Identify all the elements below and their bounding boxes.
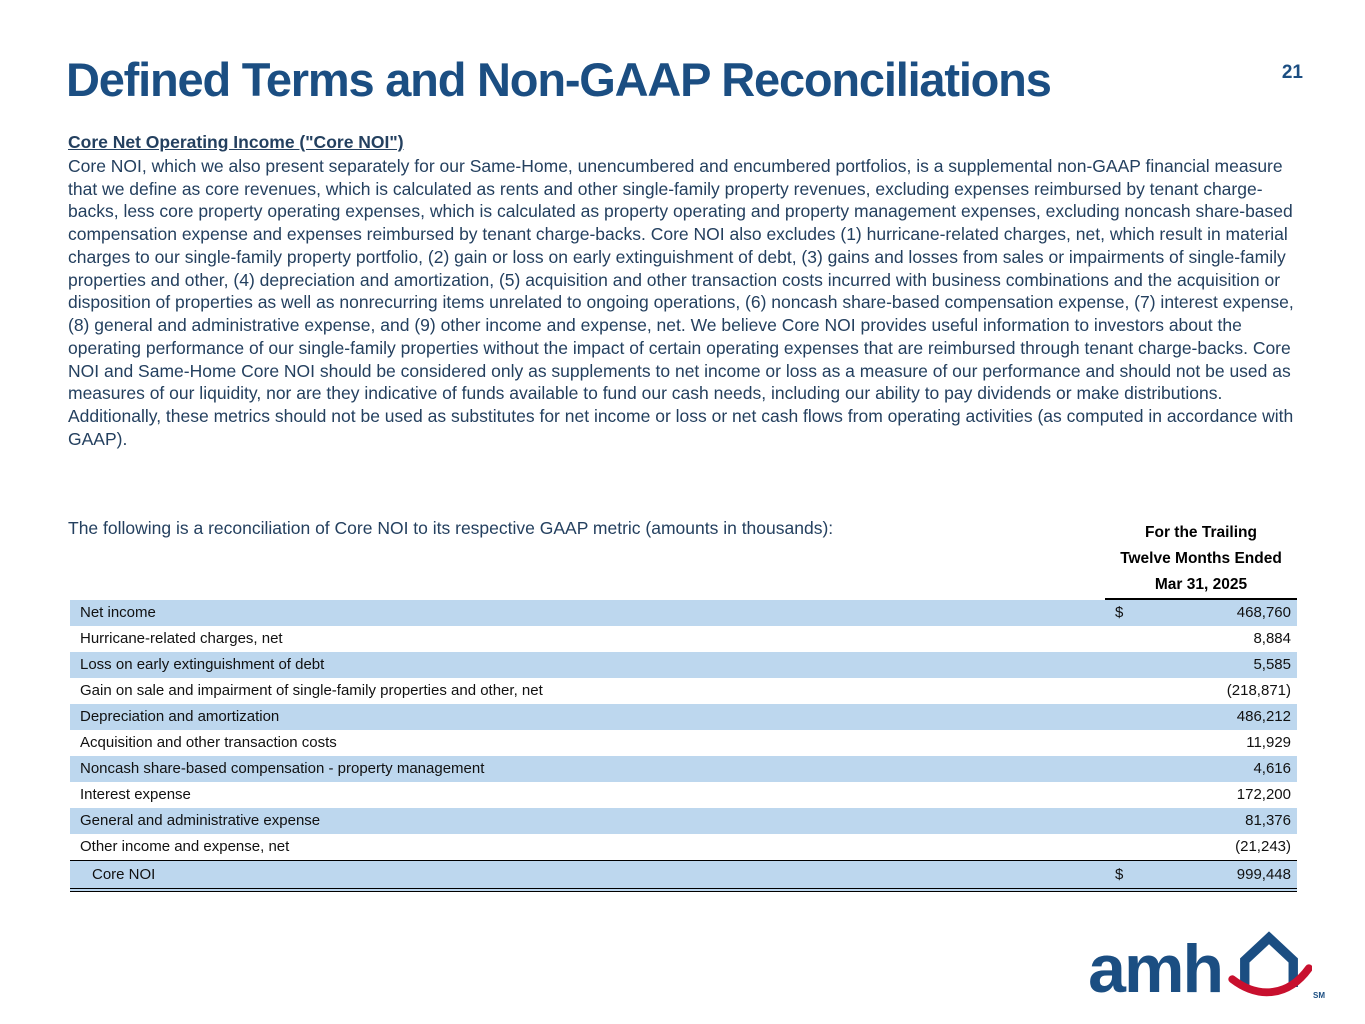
table-row [70,704,1297,730]
row-label: Noncash share-based compensation - property management [80,760,485,777]
table-row [70,808,1297,834]
row-label: Gain on sale and impairment of single-family properties and other, net [80,682,543,699]
section-heading: Core Net Operating Income ("Core NOI") [68,132,404,152]
row-label: Interest expense [80,786,191,803]
page-number: 21 [1281,62,1303,83]
table-intro: The following is a reconciliation of Core NOI to its respective GAAP metric (amounts in thousands): [68,518,834,538]
row-label: Other income and expense, net [80,838,290,855]
dollar-sign [1105,704,1145,730]
dollar-sign [1105,652,1145,678]
reconciliation-table [70,600,1297,892]
row-amount: 172,200 [1236,786,1291,803]
row-value-cell [1105,756,1297,782]
dollar-sign [1105,756,1145,782]
row-value-cell [1105,626,1297,652]
row-label: Net income [80,604,156,621]
row-value-cell [1105,862,1297,888]
company-logo [1088,922,1325,1007]
row-label: Loss on early extinguishment of debt [80,656,325,673]
row-value-cell [1105,678,1297,704]
table-row [70,730,1297,756]
row-value-cell [1105,808,1297,834]
column-header-line-1: For the Trailing [1145,524,1257,541]
row-amount: (218,871) [1226,682,1291,699]
table-row [70,756,1297,782]
row-value-cell [1105,600,1297,626]
logo-wordmark: amh [1088,930,1222,1007]
row-label: Hurricane-related charges, net [80,630,283,647]
row-value-cell [1105,782,1297,808]
column-header-line-2: Twelve Months Ended [1120,550,1282,567]
dollar-sign: $ [1115,865,1124,883]
row-amount: 81,376 [1245,812,1291,829]
row-amount: 11,929 [1246,734,1291,751]
table-row [70,782,1297,808]
definition-section [68,131,1298,451]
table-row [70,600,1297,626]
row-value-cell [1105,730,1297,756]
row-amount: 8,884 [1253,630,1291,647]
page-title: Defined Terms and Non-GAAP Reconciliations [66,53,1051,106]
row-amount: (21,243) [1235,838,1291,855]
table-row [70,652,1297,678]
dollar-sign [1105,678,1145,704]
row-value-cell [1105,834,1297,860]
row-value-cell [1105,652,1297,678]
row-value-cell [1105,704,1297,730]
table-row [70,834,1297,860]
row-amount: 486,212 [1236,708,1291,725]
row-amount: 5,585 [1253,656,1291,673]
table-row [70,860,1297,892]
dollar-sign [1105,834,1145,860]
dollar-sign: $ [1115,604,1124,621]
row-label: Core NOI [92,865,156,883]
table-row [70,678,1297,704]
dollar-sign [1105,782,1145,808]
dollar-sign [1105,626,1145,652]
row-label: Depreciation and amortization [80,708,280,725]
row-label: General and administrative expense [80,812,321,829]
table-column-header [1105,520,1297,600]
column-header-date: Mar 31, 2025 [1105,572,1297,600]
row-amount: 468,760 [1236,604,1291,621]
dollar-sign [1105,808,1145,834]
section-body: Core NOI, which we also present separately for our Same-Home, unencumbered and encumbered portfolios, is a supplemental non-GAAP financial measure that we define as core revenues, which is calculated as rents and other single-family property revenues, excluding expenses reimbursed by tenant charge-backs, less core property operating expenses, which is calculated as property operating and property management expenses, excluding noncash share-based compensation expense and expenses reimbursed by tenant charge-backs. Core NOI also excludes (1) hurricane-related charges, net, which result in material charges to our single-family property portfolio, (2) gain or loss on early extinguishment of debt, (3) gains and losses from sales or impairments of single-family properties and other, (4) depreciation and amortization, (5) acquisition and other transaction costs incurred with business combinations and the acquisition or disposition of properties as well as nonrecurring items unrelated to ongoing operations, (6) noncash share-based compensation expense, (7) interest expense, (8) general and administrative expense, and (9) other income and expense, net. We believe Core NOI provides useful information to investors about the operating performance of our single-family properties without the impact of certain operating expenses that are reimbursed through tenant charge-backs. Core NOI and Same-Home Core NOI should be considered only as supplements to net income or loss as a measure of our performance and should not be used as measures of our liquidity, nor are they indicative of funds available to fund our cash needs, including our ability to pay dividends or make distributions. Additionally, these metrics should not be used as substitutes for net income or loss or net cash flows from operating activities (as computed in accordance with GAAP). [68,155,1294,449]
table-row [70,626,1297,652]
dollar-sign [1105,730,1145,756]
house-icon [1226,922,1312,1002]
logo-service-mark: SM [1313,991,1325,1000]
row-amount: 4,616 [1253,760,1291,777]
row-label: Acquisition and other transaction costs [80,734,337,751]
row-amount: 999,448 [1236,865,1291,883]
